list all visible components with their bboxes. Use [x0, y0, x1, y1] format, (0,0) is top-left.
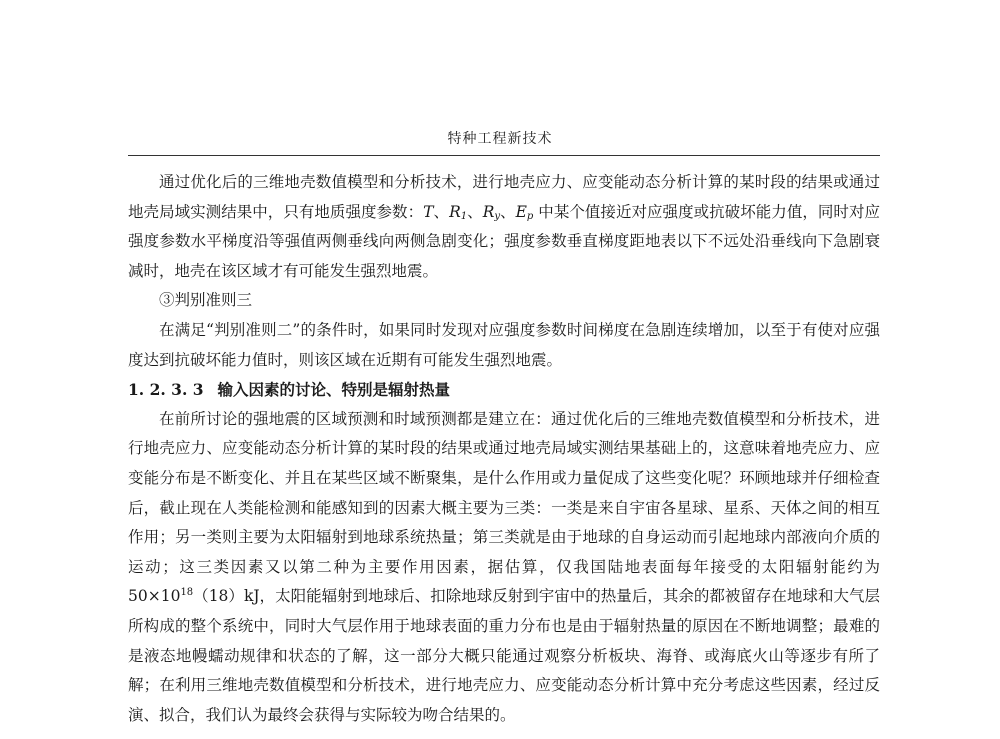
header-rule [128, 155, 880, 156]
paragraph-criterion-3: 在满足“判别准则二”的条件时，如果同时发现对应强度参数时间梯度在急剧连续增加，以至于有使对应强度达到抗破坏能力值时，则该区域在近期有可能发生强烈地震。 [128, 320, 880, 369]
separator: 、 [500, 202, 516, 221]
separator: 、 [433, 202, 450, 221]
var-ep: $E_p$ [515, 202, 534, 222]
paragraph-criterion-2-conditions [128, 168, 880, 286]
criterion-3-label: ③判别准则三 [159, 291, 253, 310]
section-title: 输入因素的讨论、特别是辐射热量 [217, 380, 451, 400]
paragraph-text: 在前所讨论的强地震的区域预测和时域预测都是建立在：通过优化后的三维地壳数值模型和分析技术，进行地壳应力、应变能动态分析计算的某时段的结果或通过地壳局域实测结果基础上的，这意味着地壳应力、应变能分布是不断变化、并且在某些区域不断聚集，是什么作用或力量促成了这些变化呢？环顾地球并仔细检查后，截止现在人类能检测和能感知到的因素大概主要为三类：一类是来自宇宙各星球、星系、天体之间的相互作用；另一类则主要为太阳辐射到地球系统热量；第三类就是由于地球的自身运动而引起地球内部液向介质的运动；这三类因素又以第二种为主要作用因素，据估算，仅我国陆地表面每年接受的太阳辐射能约为 50×10 [128, 409, 880, 606]
paragraph-input-factors [128, 405, 880, 731]
var-t: T [423, 202, 434, 221]
paragraph-text: 中某个值接近对应强度或抗破坏能力值，同时对应强度参数水平梯度沿等强值两侧垂线向两侧急剧变化；强度参数垂直梯度距地表以下不远处沿垂线向下急剧衰减时，地壳在该区域才有可能发生强烈地震。 [128, 202, 880, 280]
section-number: 1. 2. 3. 3 [128, 380, 204, 400]
body-text [128, 168, 880, 730]
exponent: 18 [180, 587, 194, 599]
separator: 、 [467, 202, 483, 221]
paragraph-text: （18）kJ，太阳能辐射到地球后、扣除地球反射到宇宙中的热量后，其余的都被留存在地球和大气层所构成的整个系统中，同时大气层作用于地球表面的重力分布也是由于辐射热量的原因在不断地调整；最难的是液态地幔蠕动规律和状态的了解，这一部分大概只能通过观察分析板块、海脊、或海底火山等逐步有所了解；在利用三维地壳数值模型和分析技术，进行地壳应力、应变能动态分析计算中充分考虑这些因素，经过反演、拟合，我们认为最终会获得与实际较为吻合结果的。 [128, 587, 880, 724]
var-r1: $R_1$ [449, 202, 468, 222]
section-heading [128, 375, 880, 405]
paragraph-text: 通过优化后的三维地壳数值模型和分析技术，进行地壳应力、应变能动态分析计算的某时段的结果或通过地壳局域实测结果中，只有地质强度参数： [128, 173, 880, 221]
running-header: 特种工程新技术 [447, 131, 553, 147]
var-ry: $R_y$ [482, 202, 501, 222]
